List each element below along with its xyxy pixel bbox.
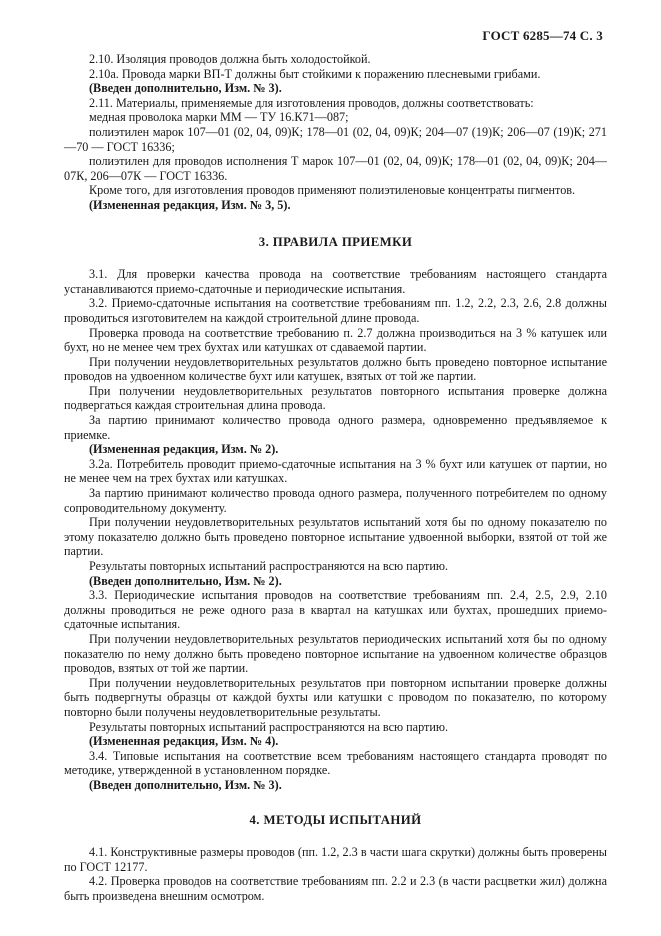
paragraph: 2.10а. Провода марки ВП-Т должны быт стойкими к поражению плесневыми грибами. bbox=[89, 66, 541, 81]
section-3-heading: 3. ПРАВИЛА ПРИЕМКИ bbox=[258, 234, 413, 249]
clauses-2-block bbox=[64, 52, 607, 213]
paragraph: Результаты повторных испытаний распространяются на всю партию. bbox=[89, 559, 449, 573]
paragraph: 3.2. Приемо-сдаточные испытания на соответствие требованиям пп. 1.2, 2.2, 2.3, 2.6, 2.8 должны проводиться изготовителем на каждой строительной длине провода. bbox=[64, 296, 607, 325]
paragraph: 4.2. Проверка проводов на соответствие требованиям пп. 2.2 и 2.3 (в части расцветки жил) должна быть произведена внешним осмотром. bbox=[64, 874, 607, 903]
paragraph: 3.3. Периодические испытания проводов на соответствие требованиям пп. 2.4, 2.5, 2.9, 2.10 должны проводиться не реже одного раза в квартал на катушках или бухтах, прошедших приемо-сдаточные испытания. bbox=[64, 588, 607, 632]
amendment-note: (Введен дополнительно, Изм. № 3). bbox=[89, 777, 282, 792]
paragraph: 3.1. Для проверки качества провода на соответствие требованиям настоящего стандарта устанавливаются приемо-сдаточные и периодические испытания. bbox=[64, 267, 607, 296]
amendment-note: (Введен дополнительно, Изм. № 2). bbox=[89, 573, 282, 588]
paragraph: Результаты повторных испытаний распространяются на всю партию. bbox=[89, 719, 449, 734]
paragraph: За партию принимают количество провода одного размера, полученного потребителем по одному сопроводительному документу. bbox=[64, 486, 607, 515]
paragraph: При получении неудовлетворительных результатов должно быть проведено повторное испытание проводов на удвоенном количестве бухт или катушек, взятых от той же партии. bbox=[64, 354, 607, 384]
paragraph: При получении неудовлетворительных результатов периодических испытаний хотя бы по одному показателю по нему должно быть проведено повторное испытание на удвоенном количестве образцов проводов, взятых от той же партии. bbox=[64, 631, 607, 676]
amendment-note: (Введен дополнительно, Изм. № 3). bbox=[89, 81, 282, 96]
amendment-note: (Измененная редакция, Изм. № 4). bbox=[89, 734, 279, 749]
paragraph: полиэтилен для проводов исполнения Т марок 107—01 (02, 04, 09)К; 178—01 (02, 04, 09)К; 204—07К, 206—07К — ГОСТ 16336. bbox=[64, 154, 607, 183]
document-body bbox=[64, 52, 607, 903]
paragraph: Кроме того, для изготовления проводов применяют полиэтиленовые концентраты пигментов. bbox=[89, 183, 576, 198]
paragraph: 2.11. Материалы, применяемые для изготовления проводов, должны соответствовать: bbox=[89, 95, 534, 110]
paragraph: медная проволока марки ММ — ТУ 16.К71—087; bbox=[89, 110, 349, 125]
paragraph: При получении неудовлетворительных результатов при повторном испытании проверке должны быть подвергнуты образцы от каждой бухты или катушки с проводом по показателю, по которому повторно были получены неудовлетворительные результаты. bbox=[64, 675, 607, 719]
paragraph: 4.1. Конструктивные размеры проводов (пп. 1.2, 2.3 в части шага скрутки) должны быть проверены по ГОСТ 12177. bbox=[64, 845, 607, 874]
paragraph: За партию принимают количество провода одного размера, одновременно предъявляемое к приемке. bbox=[64, 413, 607, 442]
amendment-note: (Измененная редакция, Изм. № 2). bbox=[89, 442, 279, 457]
section-4-heading: 4. МЕТОДЫ ИСПЫТАНИЙ bbox=[249, 812, 422, 827]
paragraph: 3.2а. Потребитель проводит приемо-сдаточные испытания на 3 % бухт или катушек от партии, но не менее чем на трех бухтах или катушках. bbox=[64, 456, 607, 486]
paragraph: полиэтилен марок 107—01 (02, 04, 09)К; 178—01 (02, 04, 09)К; 204—07 (19)К; 206—07 (19)К; 271—70 — ГОСТ 16336; bbox=[64, 124, 607, 154]
amendment-note: (Измененная редакция, Изм. № 3, 5). bbox=[89, 197, 291, 212]
page-header: ГОСТ 6285—74 С. 3 bbox=[482, 28, 603, 43]
paragraph: 3.4. Типовые испытания на соответствие всем требованиям настоящего стандарта проводят по методике, утвержденной в установленном порядке. bbox=[64, 748, 607, 778]
section-3-body bbox=[64, 267, 607, 792]
paragraph: При получении неудовлетворительных результатов повторного испытания проверке должна подвергаться каждая строительная длина провода. bbox=[64, 383, 607, 413]
section-4-body bbox=[64, 845, 607, 903]
paragraph: Проверка провода на соответствие требованию п. 2.7 должна производиться на 3 % катушек или бухт, но не менее чем трех бухтах или катушках от сдаваемой партии. bbox=[64, 325, 607, 355]
paragraph: При получении неудовлетворительных результатов испытаний хотя бы по одному показателю по этому показателю должно быть проведено повторное испытание удвоенной выборки, взятой от той же партии. bbox=[64, 515, 607, 559]
paragraph: 2.10. Изоляция проводов должна быть холодостойкой. bbox=[89, 52, 371, 66]
